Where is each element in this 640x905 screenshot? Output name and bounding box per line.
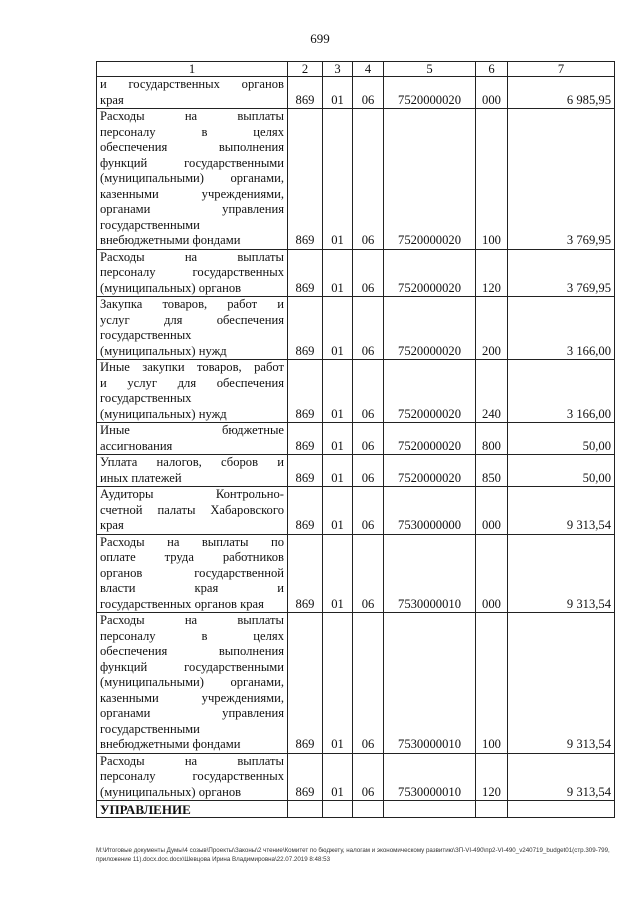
description-line: власти края и [100,581,284,595]
description-line: счетной палаты Хабаровского [100,502,284,517]
description-line: государственными [100,217,200,232]
table-row [97,613,615,754]
header-col-2: 2 [288,62,323,77]
row-description [97,534,288,613]
row-description [97,613,288,754]
amount: 9 313,54 [508,534,615,613]
description-line: Расходы на выплаты по [100,534,284,549]
subsection-code: 06 [353,753,384,801]
description-line: обеспечения выполнения [100,644,284,658]
target-article-code: 7520000020 [384,297,476,360]
section-code: 01 [323,249,353,297]
section-code: 01 [323,360,353,423]
empty-cell [384,801,476,818]
expense-type-code: 800 [476,423,508,455]
description-line: (муниципальных) нужд [100,406,227,421]
section-code: 01 [323,534,353,613]
description-line: функций государственными [100,659,284,674]
description-line: органов государственной [100,565,284,580]
description-line: Уплата налогов, сборов и [100,455,284,469]
amount: 3 166,00 [508,360,615,423]
description-line: (муниципальных) органов [100,280,242,295]
subsection-code: 06 [353,455,384,487]
section-code: 01 [323,613,353,754]
target-article-code: 7530000000 [384,487,476,535]
header-col-5: 5 [384,62,476,77]
expense-type-code: 000 [476,487,508,535]
section-code: 01 [323,423,353,455]
amount: 9 313,54 [508,753,615,801]
description-line: иных платежей [100,470,182,485]
amount: 9 313,54 [508,613,615,754]
expense-type-code: 000 [476,534,508,613]
target-article-code: 7520000020 [384,455,476,487]
description-line: края [100,518,124,532]
section-code: 01 [323,455,353,487]
description-line: государственных [100,391,192,405]
table-row [97,109,615,250]
subsection-code: 06 [353,77,384,109]
admin-code: 869 [288,534,323,613]
header-col-3: 3 [323,62,353,77]
description-line: органами управления [100,706,284,720]
amount: 3 166,00 [508,297,615,360]
budget-table [96,61,615,818]
description-line: (муниципальными) органами, [100,675,284,689]
target-article-code: 7520000020 [384,249,476,297]
description-line: (муниципальных) органов [100,784,242,799]
amount: 3 769,95 [508,109,615,250]
amount: 50,00 [508,455,615,487]
target-article-code: 7520000020 [384,109,476,250]
admin-code: 869 [288,455,323,487]
empty-cell [476,801,508,818]
table-row [97,360,615,423]
subsection-code: 06 [353,360,384,423]
row-description [97,109,288,250]
description-line: внебюджетными фондами [100,233,241,247]
admin-code: 869 [288,297,323,360]
header-col-1: 1 [97,62,288,77]
row-description [97,77,288,109]
row-description [97,455,288,487]
admin-code: 869 [288,753,323,801]
table-row [97,423,615,455]
section-code: 01 [323,109,353,250]
table-row [97,487,615,535]
header-col-4: 4 [353,62,384,77]
expense-type-code: 240 [476,360,508,423]
description-line: Расходы на выплаты [100,753,284,768]
subsection-code: 06 [353,423,384,455]
subsection-code: 06 [353,487,384,535]
amount: 6 985,95 [508,77,615,109]
expense-type-code: 850 [476,455,508,487]
description-line: оплате труда работников [100,550,284,564]
description-line: ассигнования [100,438,173,453]
description-line: персоналу государственных [100,769,284,783]
admin-code: 869 [288,423,323,455]
description-line: и услуг для обеспечения [100,375,284,390]
description-line: и государственных органов [100,77,284,91]
row-description [97,297,288,360]
empty-cell [508,801,615,818]
description-line: государственными [100,721,200,736]
subsection-code: 06 [353,613,384,754]
description-line: услуг для обеспечения [100,312,284,327]
subsection-code: 06 [353,109,384,250]
row-description [97,423,288,455]
description-line: государственных органов края [100,596,264,611]
description-line: Расходы на выплаты [100,613,284,627]
description-line: казенными учреждениями, [100,186,284,201]
target-article-code: 7530000010 [384,613,476,754]
description-line: обеспечения выполнения [100,140,284,154]
expense-type-code: 200 [476,297,508,360]
description-line: Иные закупки товаров, работ [100,360,284,374]
description-line: функций государственными [100,155,284,170]
description-line: персоналу государственных [100,265,284,279]
expense-type-code: 100 [476,109,508,250]
description-line: персоналу в целях [100,124,284,139]
row-description [97,487,288,535]
amount: 3 769,95 [508,249,615,297]
description-line: Расходы на выплаты [100,249,284,264]
expense-type-code: 120 [476,249,508,297]
section-code: 01 [323,487,353,535]
header-row [97,62,615,77]
description-line: персоналу в целях [100,628,284,643]
subsection-code: 06 [353,249,384,297]
final-row-label: УПРАВЛЕНИЕ [97,801,288,818]
description-line: внебюджетными фондами [100,737,241,751]
header-col-6: 6 [476,62,508,77]
section-code: 01 [323,297,353,360]
row-description [97,753,288,801]
empty-cell [353,801,384,818]
table-row [97,249,615,297]
section-code: 01 [323,753,353,801]
row-description [97,360,288,423]
description-line: казенными учреждениями, [100,690,284,705]
table-row [97,297,615,360]
table-row-final [97,801,615,818]
description-line: органами управления [100,202,284,216]
description-line: государственных [100,328,192,342]
subsection-code: 06 [353,534,384,613]
target-article-code: 7530000010 [384,534,476,613]
amount: 50,00 [508,423,615,455]
subsection-code: 06 [353,297,384,360]
amount: 9 313,54 [508,487,615,535]
description-line: Иные бюджетные [100,423,284,437]
table-row [97,534,615,613]
target-article-code: 7520000020 [384,77,476,109]
target-article-code: 7520000020 [384,360,476,423]
table-row [97,455,615,487]
description-line: Аудиторы Контрольно- [100,487,284,501]
description-line: края [100,92,124,107]
page-number: 699 [310,31,330,46]
row-description [97,249,288,297]
admin-code: 869 [288,613,323,754]
admin-code: 869 [288,249,323,297]
expense-type-code: 000 [476,77,508,109]
admin-code: 869 [288,360,323,423]
footer-file-path: M:\Итоговые документы Думы\4 созыв\Проекты\Законы\2 чтение\Комитет по бюджету, налогам и экономическому развитию\ЗП-VI-490\пр2-VI-490_v240719_budget01(стр.309-799, приложение 11).docx.doc.docx\Шевцова Ирина Владимировна\22.07.2019 8:48:53 [96,847,610,863]
admin-code: 869 [288,487,323,535]
admin-code: 869 [288,77,323,109]
admin-code: 869 [288,109,323,250]
target-article-code: 7520000020 [384,423,476,455]
description-line: (муниципальными) органами, [100,171,284,185]
table-row [97,753,615,801]
expense-type-code: 120 [476,753,508,801]
section-code: 01 [323,77,353,109]
empty-cell [323,801,353,818]
header-col-7: 7 [508,62,615,77]
empty-cell [288,801,323,818]
expense-type-code: 100 [476,613,508,754]
description-line: Расходы на выплаты [100,109,284,123]
description-line: (муниципальных) нужд [100,343,227,358]
table-row [97,77,615,109]
target-article-code: 7530000010 [384,753,476,801]
description-line: Закупка товаров, работ и [100,297,284,311]
